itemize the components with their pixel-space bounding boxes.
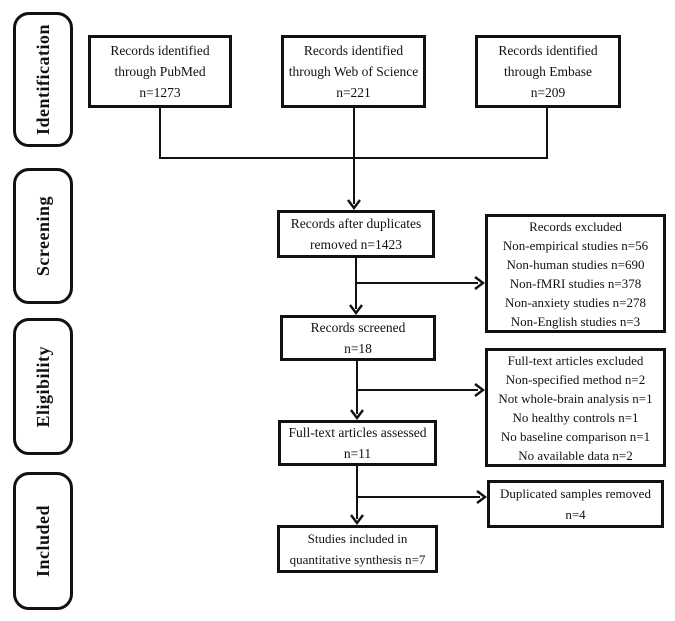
box-line: Full-text articles assessed (288, 425, 427, 440)
box-records-after-duplicates-removed (277, 210, 435, 258)
box-line: n=11 (343, 446, 372, 461)
box-line: removed n=1423 (310, 237, 402, 252)
stage-label-text: Identification (32, 23, 53, 135)
box-line: No available data n=2 (518, 447, 633, 463)
box-full-text-articles-excluded (485, 348, 666, 467)
box-line: Records identified (303, 43, 404, 58)
box-line: Non-English studies n=3 (510, 313, 641, 329)
stage-label-screening (13, 168, 73, 304)
box-line: Records screened (310, 320, 406, 335)
box-line: quantitative synthesis n=7 (289, 552, 426, 567)
box-line: n=4 (565, 507, 586, 522)
box-line: Non-specified method n=2 (505, 371, 646, 387)
stage-label-text: Included (32, 504, 53, 578)
box-line: n=209 (530, 85, 566, 100)
box-records-identified-pubmed (88, 35, 232, 108)
box-line: Non-fMRI studies n=378 (509, 275, 642, 291)
box-line: Records identified (498, 43, 598, 58)
box-line: n=18 (344, 341, 372, 356)
box-line: Studies included in (307, 531, 408, 546)
box-line: Records after duplicates (290, 216, 422, 231)
box-line: Not whole-brain analysis n=1 (498, 390, 653, 406)
box-line: Records identified (110, 43, 210, 58)
stage-label-included (13, 472, 73, 610)
box-line: Full-text articles excluded (507, 352, 644, 368)
stage-label-text: Eligibility (32, 345, 53, 428)
box-records-excluded (485, 214, 666, 333)
box-line: Records excluded (529, 218, 622, 234)
box-line: through PubMed (114, 64, 206, 79)
box-line: Non-empirical studies n=56 (502, 237, 649, 253)
box-duplicated-samples-removed (487, 480, 664, 528)
box-full-text-articles-assessed (278, 420, 437, 466)
box-line: through Embase (503, 64, 593, 79)
stage-label-eligibility (13, 318, 73, 455)
box-records-screened (280, 315, 436, 361)
box-line: Duplicated samples removed (500, 486, 651, 501)
box-records-identified-web-of-science (281, 35, 426, 108)
box-line: n=221 (336, 85, 371, 100)
stage-label-identification (13, 12, 73, 147)
box-line: Non-anxiety studies n=278 (505, 294, 646, 310)
box-line: n=1273 (139, 85, 181, 100)
box-line: Non-human studies n=690 (506, 256, 645, 272)
box-line: No healthy controls n=1 (512, 409, 639, 425)
stage-label-text: Screening (32, 195, 53, 277)
box-line: No baseline comparison n=1 (500, 428, 651, 444)
box-records-identified-embase (475, 35, 621, 108)
box-line: through Web of Science (288, 64, 419, 79)
box-studies-included-quantitative-synthesis (277, 525, 438, 573)
